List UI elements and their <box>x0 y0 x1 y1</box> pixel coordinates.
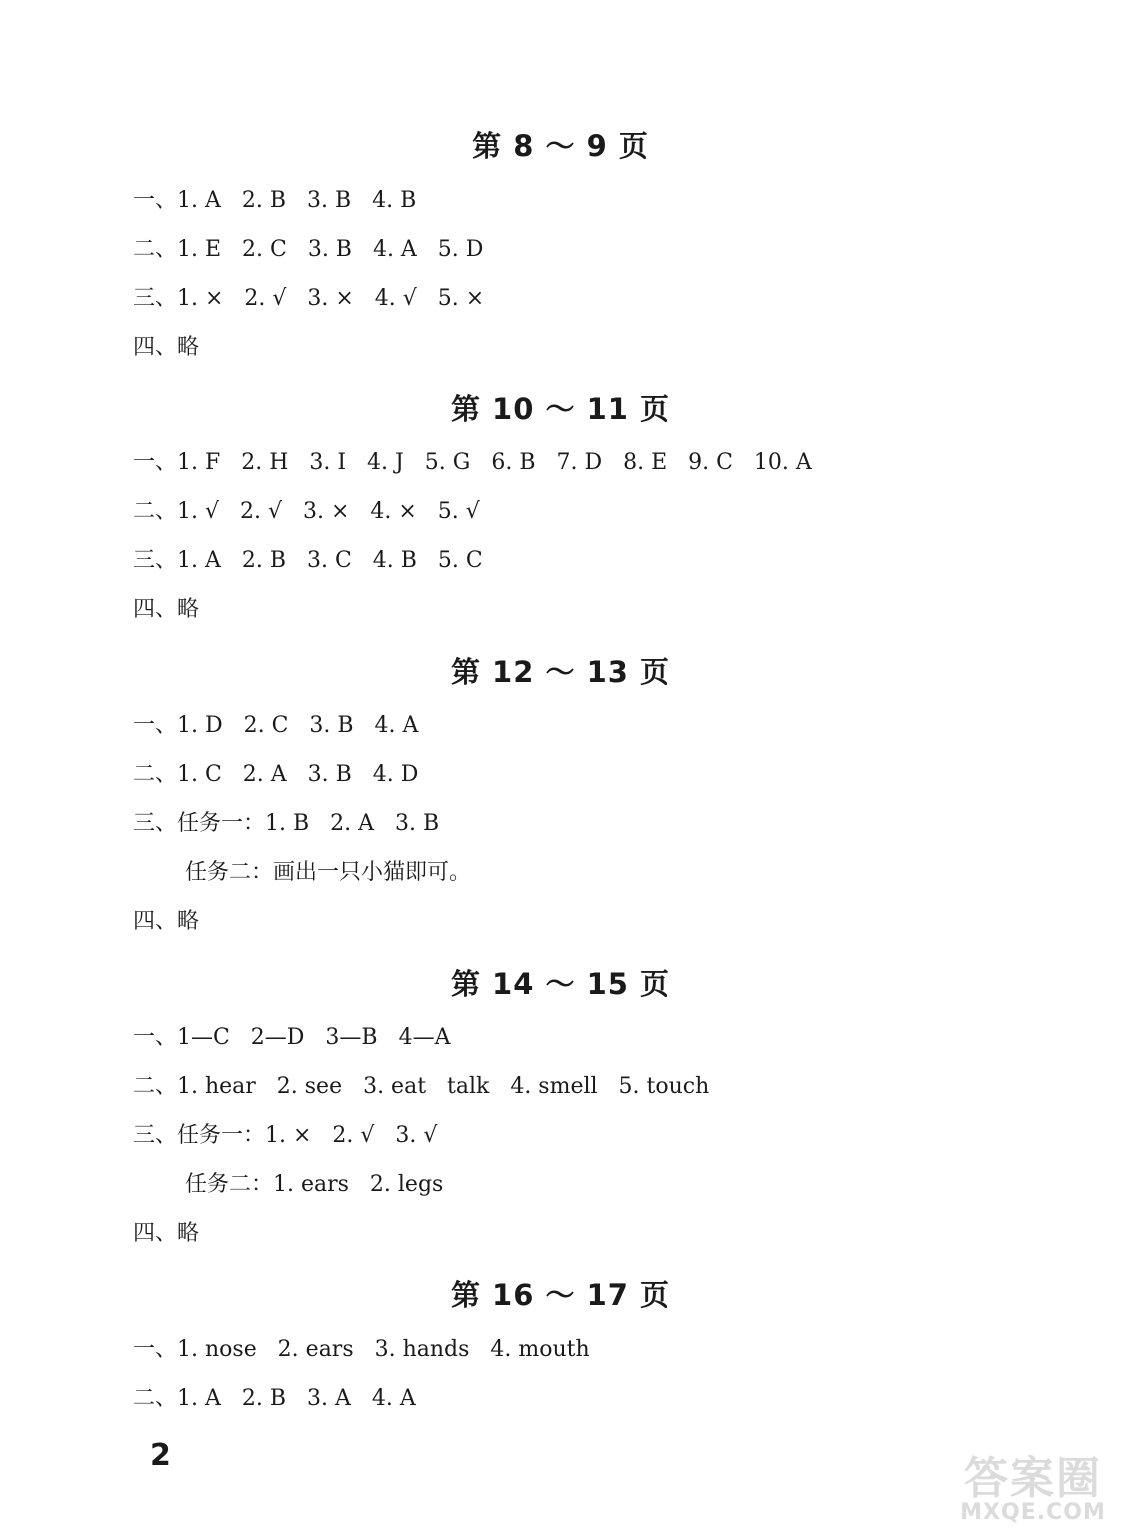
answer-line: 三、1. × 2. √ 3. × 4. √ 5. × <box>133 286 485 311</box>
watermark-logo <box>948 1442 1118 1532</box>
answer-line: 二、1. √ 2. √ 3. × 4. × 5. √ <box>133 499 480 524</box>
section-heading: 第 12 ～ 13 页 <box>450 655 671 689</box>
answer-line: 二、1. C 2. A 3. B 4. D <box>133 762 419 787</box>
answer-line: 二、1. E 2. C 3. B 4. A 5. D <box>133 237 484 262</box>
answer-line: 四、略 <box>133 1221 200 1246</box>
answer-line: 三、1. A 2. B 3. C 4. B 5. C <box>133 548 483 573</box>
section-heading: 第 16 ～ 17 页 <box>450 1278 671 1312</box>
watermark-url: MXQE.COM <box>960 1500 1106 1525</box>
answer-line: 一、1. A 2. B 3. B 4. B <box>133 188 417 213</box>
answer-line: 二、1. A 2. B 3. A 4. A <box>133 1386 416 1411</box>
page-number: 2 <box>150 1438 171 1473</box>
watermark-cn: 答案圈 <box>964 1453 1102 1504</box>
answer-line: 二、1. hear 2. see 3. eat talk 4. smell 5. touch <box>133 1074 710 1099</box>
answer-line: 三、任务一：1. B 2. A 3. B <box>133 811 440 836</box>
answer-line: 一、1. D 2. C 3. B 4. A <box>133 713 419 738</box>
answer-line: 四、略 <box>133 597 200 622</box>
section-heading: 第 10 ～ 11 页 <box>450 392 671 426</box>
section-heading: 第 14 ～ 15 页 <box>450 967 671 1001</box>
answer-line: 一、1. nose 2. ears 3. hands 4. mouth <box>133 1337 590 1362</box>
answer-line: 四、略 <box>133 335 200 360</box>
answer-line: 一、1—C 2—D 3—B 4—A <box>133 1025 451 1050</box>
answer-line: 任务二：画出一只小猫即可。 <box>185 860 472 885</box>
section-heading: 第 8 ～ 9 页 <box>472 129 649 163</box>
answer-line: 任务二：1. ears 2. legs <box>185 1172 444 1197</box>
answer-line: 四、略 <box>133 909 200 934</box>
answer-line: 三、任务一：1. × 2. √ 3. √ <box>133 1123 438 1148</box>
answer-line: 一、1. F 2. H 3. I 4. J 5. G 6. B 7. D 8. E 9. C 10. A <box>133 450 812 475</box>
